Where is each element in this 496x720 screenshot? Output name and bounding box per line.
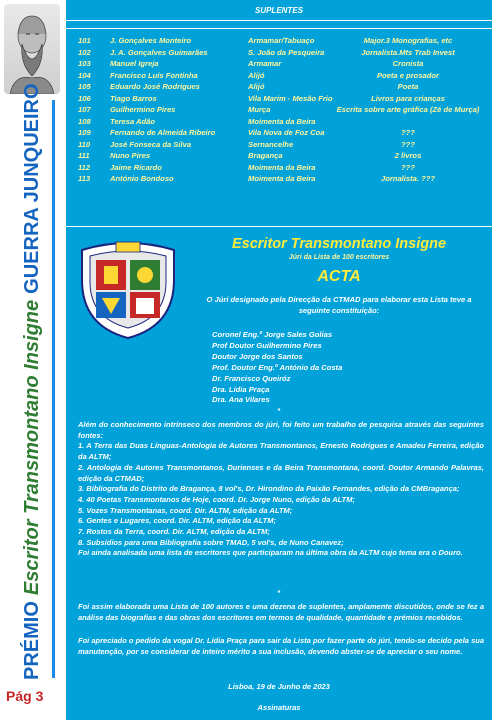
- row-name: J. A. Gonçalves Guimarães: [110, 47, 208, 57]
- acta-date: Lisboa, 19 de Junho de 2023: [228, 682, 330, 691]
- source-item: 7. Rostos da Terra, coord. Dir. ALTM, edição da ALTM;: [78, 527, 270, 537]
- row-name: Teresa Adão: [110, 116, 156, 126]
- table-row: [66, 174, 492, 186]
- title-guerra-junqueiro: GUERRA JUNQUEIRO: [20, 83, 43, 294]
- row-place: S. João da Pesqueira: [248, 47, 325, 57]
- row-name: Tiago Barros: [110, 93, 157, 103]
- jury-member: Doutor Jorge dos Santos: [212, 351, 303, 361]
- row-place: Moimenta da Beira: [248, 162, 316, 172]
- row-number: 108: [78, 116, 91, 126]
- jury-member: Dra. Lídia Praça: [212, 384, 270, 394]
- top-rule-2: [66, 28, 492, 29]
- main-panel: [66, 0, 492, 720]
- table-row: [66, 128, 492, 140]
- source-item: 4. 40 Poetas Transmontanos de Hoje, coord. Dr. Jorge Nuno, edição da ALTM;: [78, 494, 355, 504]
- table-row: [66, 71, 492, 83]
- source-item: 5. Vozes Transmontanas, coord. Dir. ALTM, edição da ALTM;: [78, 505, 293, 515]
- mid-rule: [66, 226, 492, 227]
- table-row: [66, 117, 492, 129]
- table-row: [66, 94, 492, 106]
- row-place: Armamar/Tabuaço: [248, 36, 315, 45]
- jury-member: Dr. Francisco Queiróz: [212, 373, 291, 383]
- suplentes-title: SUPLENTES: [254, 6, 303, 15]
- row-name: Guilhermino Pires: [110, 105, 176, 114]
- row-note: ???: [401, 139, 415, 149]
- row-note: ???: [401, 128, 415, 137]
- portrait-image: [4, 4, 60, 94]
- title-premio: PRÉMIO: [20, 601, 43, 680]
- row-note: Escrita sobre arte gráfica (Zé de Murça): [336, 105, 480, 114]
- row-name: Fernando de Almeida Ribeiro: [110, 128, 216, 137]
- row-number: 113: [78, 174, 91, 183]
- source-item: 2. Antologia de Autores Transmontanos, Durienses e da Beira Transmontana, coord. Doutor Armando Palavras, edição da CTMAD;: [78, 462, 484, 483]
- source-item: 3. Bibliografia do Distrito de Bragança, 8 vol's, Dr. Hirondino da Paixão Fernandes, edição da CMBragança;: [78, 484, 460, 494]
- page-number: Pág 3: [6, 688, 44, 704]
- jury-member: Prof Doutor Guilhermino Pires: [212, 340, 322, 350]
- row-name: Francisco Luís Fontinha: [110, 70, 198, 80]
- row-number: 112: [78, 162, 91, 172]
- sources-outro: Foi ainda analisada uma lista de escritores que participaram na última obra da ALTM cujo tema era o Douro.: [78, 548, 463, 558]
- row-name: Eduardo José Rodrigues: [110, 82, 200, 91]
- separator-1: *: [277, 408, 281, 415]
- emblem-shield-icon: [76, 240, 180, 340]
- row-note: Cronista: [392, 59, 424, 68]
- source-item: 6. Gentes e Lugares, coord. Dir. ALTM, edição da ALTM;: [78, 516, 276, 526]
- row-note: Jornalista. ???: [380, 174, 435, 183]
- row-place: Alijó: [248, 70, 265, 80]
- table-row: [66, 82, 492, 94]
- row-number: 102: [78, 47, 91, 57]
- source-item: 8. Subsídios para uma Bibliografia sobre TMAD, 5 vol's, de Nuno Canavez;: [78, 537, 344, 547]
- suplentes-table: [66, 36, 492, 186]
- row-name: J. Gonçalves Monteiro: [110, 36, 192, 45]
- sidebar-divider: [52, 100, 55, 678]
- row-name: Nuno Pires: [110, 151, 151, 160]
- table-row: [66, 140, 492, 152]
- paragraph-list-elaboration: Foi assim elaborada uma Lista de 100 autores e uma dezena de suplentes, amplamente discutidos, onde se fez a análise das biografias e das obras dos escritores em termos de qualidade, quantidade e prémios recebidos.: [78, 602, 484, 622]
- row-number: 101: [78, 36, 91, 45]
- row-place: Vila Marim - Mesão Frio: [248, 93, 333, 103]
- row-place: Murça: [248, 105, 271, 114]
- jury-members-list: [212, 330, 342, 406]
- acta-intro: O Júri designado pela Direcção da CTMAD para elaborar esta Lista teve a seguinte constituição:: [206, 295, 472, 315]
- top-rule: [66, 20, 492, 21]
- row-note: Poeta e prosador: [376, 70, 440, 80]
- row-number: 110: [78, 139, 91, 149]
- row-place: Moimenta da Beira: [248, 174, 316, 183]
- table-row: [66, 59, 492, 71]
- paragraph-lidia-praca: Foi apreciado o pedido da vogal Dr. Lídia Praça para sair da Lista por fazer parte do júri, tendo-se decido pela sua manutenção, por se considerar de inteiro mérito a sua inclusão, devendo abster-se de apreciar o seu nome.: [78, 636, 484, 656]
- row-note: Jornalista.Mts Trab Invest: [361, 47, 455, 57]
- row-place: Alijó: [248, 82, 265, 91]
- row-number: 107: [78, 105, 91, 114]
- row-name: Jaime Ricardo: [110, 162, 162, 172]
- row-number: 106: [78, 93, 91, 103]
- sources-list: [78, 441, 484, 548]
- row-name: António Bondoso: [110, 174, 174, 183]
- portrait-drawing: [4, 4, 60, 94]
- row-number: 104: [78, 70, 91, 80]
- table-row: [66, 105, 492, 117]
- signatures-label: Assinaturas: [257, 703, 301, 712]
- separator-2: *: [277, 590, 281, 597]
- row-note: 2 livros: [394, 151, 422, 160]
- row-place: Bragança: [248, 151, 283, 160]
- row-place: Vila Nova de Foz Coa: [248, 128, 325, 137]
- row-place: Armamar: [248, 59, 282, 68]
- table-row: [66, 48, 492, 60]
- row-number: 109: [78, 128, 91, 137]
- row-note: Livros para crianças: [371, 93, 445, 103]
- jury-member: Coronel Eng.º Jorge Sales Golias: [212, 330, 333, 339]
- row-name: Manuel Igreja: [110, 59, 159, 68]
- row-name: José Fonseca da Silva: [110, 139, 192, 149]
- jury-member: Dra. Ana Vilares: [212, 395, 270, 405]
- source-item: 1. A Terra das Duas Línguas-Antologia de Autores Transmontanos, Ernesto Rodrigues e Amadeu Ferreira, edição da ALTM;: [78, 441, 484, 462]
- title-escritor: Escritor Transmontano Insigne: [20, 299, 43, 596]
- row-number: 111: [78, 151, 90, 160]
- acta-title: ACTA: [317, 268, 361, 285]
- acta-heading: Escritor Transmontano Insigne: [231, 236, 447, 252]
- sources-intro: Além do conhecimento intrínseco dos membros do júri, foi feito um trabalho de pesquisa através das seguintes fontes:: [78, 420, 484, 440]
- sidebar: [0, 0, 64, 720]
- row-note: Major.3 Monografias, etc: [363, 36, 453, 45]
- row-place: Moimenta da Beira: [248, 116, 316, 126]
- row-number: 105: [78, 82, 91, 91]
- row-note: ???: [401, 162, 415, 172]
- acta-subheading: Júri da Lista de 100 escritores: [288, 254, 390, 261]
- jury-member: Prof. Doutor Eng.º António da Costa: [212, 362, 343, 372]
- vertical-title: [12, 83, 52, 680]
- sources-block: [78, 420, 484, 559]
- row-note: Poeta: [397, 82, 419, 91]
- table-row: [66, 36, 492, 48]
- table-row: [66, 151, 492, 163]
- row-number: 103: [78, 59, 91, 68]
- ctmad-emblem: [76, 240, 180, 340]
- row-place: Sernancelhe: [248, 139, 294, 149]
- table-row: [66, 163, 492, 175]
